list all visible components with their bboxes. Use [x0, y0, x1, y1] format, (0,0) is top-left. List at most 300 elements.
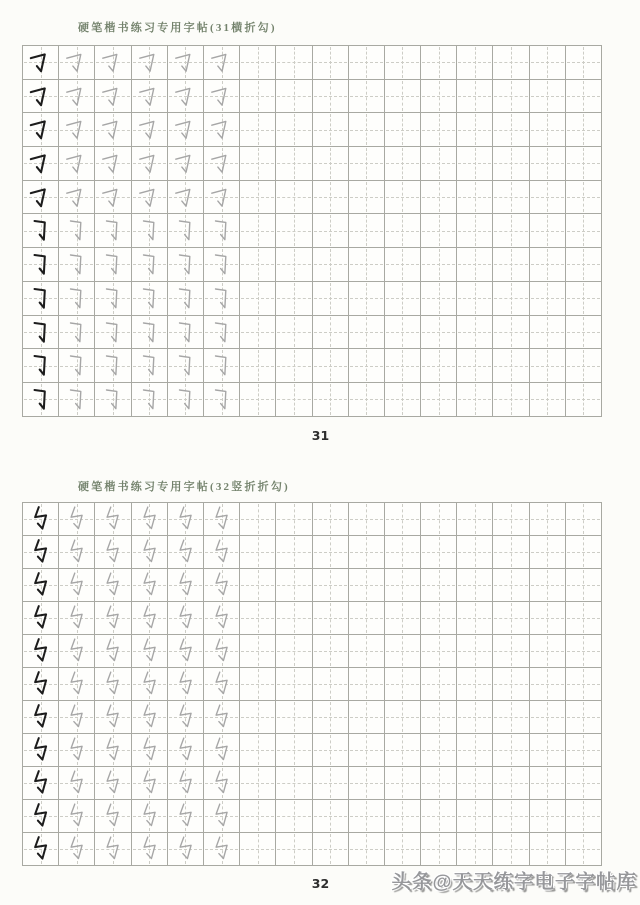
stroke-glyph-hzg-wide: [204, 46, 239, 79]
grid-cell: [168, 316, 204, 350]
grid-cell: [168, 181, 204, 215]
grid-cell: [313, 767, 349, 800]
stroke-glyph-szzg: [23, 668, 58, 700]
grid-cell: [566, 602, 602, 635]
stroke-glyph-hzg-narrow: [23, 282, 58, 315]
stroke-glyph-hzg-narrow: [204, 316, 239, 349]
grid-cell: [349, 316, 385, 350]
stroke-glyph-szzg: [204, 503, 239, 535]
grid-cell: [493, 668, 529, 701]
grid-cell: [566, 46, 602, 80]
grid-cell: [421, 214, 457, 248]
stroke-glyph-hzg-wide: [95, 113, 130, 146]
stroke-glyph-hzg-wide: [95, 80, 130, 113]
grid-cell: [95, 147, 131, 181]
grid-cell: [313, 833, 349, 866]
stroke-glyph-szzg: [204, 734, 239, 766]
grid-cell: [59, 248, 95, 282]
grid-cell: [23, 383, 59, 417]
grid-cell: [204, 248, 240, 282]
grid-cell: [385, 503, 421, 536]
grid-cell: [168, 46, 204, 80]
grid-cell: [23, 635, 59, 668]
grid-cell: [168, 503, 204, 536]
grid-cell: [168, 214, 204, 248]
grid-cell: [566, 503, 602, 536]
stroke-glyph-szzg: [168, 602, 203, 634]
stroke-glyph-hzg-wide: [168, 46, 203, 79]
grid-cell: [240, 147, 276, 181]
grid-cell: [349, 833, 385, 866]
stroke-glyph-hzg-narrow: [59, 282, 94, 315]
stroke-glyph-hzg-wide: [204, 181, 239, 214]
grid-cell: [276, 383, 312, 417]
grid-cell: [530, 767, 566, 800]
stroke-glyph-szzg: [132, 734, 167, 766]
stroke-glyph-szzg: [23, 767, 58, 799]
grid-cell: [276, 181, 312, 215]
grid-cell: [421, 282, 457, 316]
stroke-glyph-szzg: [23, 635, 58, 667]
grid-cell: [421, 536, 457, 569]
grid-cell: [566, 701, 602, 734]
grid-cell: [457, 214, 493, 248]
grid-cell: [23, 536, 59, 569]
grid-cell: [493, 536, 529, 569]
stroke-glyph-szzg: [23, 503, 58, 535]
stroke-glyph-szzg: [23, 569, 58, 601]
grid-cell: [95, 113, 131, 147]
grid-cell: [457, 503, 493, 536]
grid-cell: [132, 248, 168, 282]
grid-cell: [493, 248, 529, 282]
stroke-glyph-szzg: [23, 833, 58, 865]
grid-cell: [168, 113, 204, 147]
grid-cell: [530, 181, 566, 215]
grid-cell: [421, 800, 457, 833]
grid-cell: [204, 316, 240, 350]
grid-cell: [349, 767, 385, 800]
stroke-glyph-szzg: [95, 635, 130, 667]
grid-cell: [23, 349, 59, 383]
grid-cell: [530, 113, 566, 147]
grid-cell: [23, 316, 59, 350]
grid-cell: [132, 46, 168, 80]
grid-cell: [240, 800, 276, 833]
stroke-glyph-hzg-wide: [59, 46, 94, 79]
stroke-glyph-hzg-narrow: [132, 248, 167, 281]
grid-cell: [276, 80, 312, 114]
grid-cell: [240, 503, 276, 536]
grid-cell: [349, 46, 385, 80]
grid-cell: [204, 734, 240, 767]
grid-cell: [421, 635, 457, 668]
grid-cell: [59, 503, 95, 536]
grid-cell: [493, 349, 529, 383]
grid-cell: [566, 800, 602, 833]
grid-cell: [204, 833, 240, 866]
grid-cell: [566, 833, 602, 866]
grid-cell: [240, 80, 276, 114]
grid-cell: [276, 767, 312, 800]
grid-cell: [168, 248, 204, 282]
grid-cell: [240, 46, 276, 80]
grid-cell: [95, 734, 131, 767]
stroke-glyph-hzg-narrow: [168, 214, 203, 247]
grid-cell: [385, 316, 421, 350]
grid-cell: [385, 113, 421, 147]
page-number: 31: [311, 428, 330, 443]
grid-cell: [457, 734, 493, 767]
grid-cell: [493, 503, 529, 536]
stroke-glyph-hzg-narrow: [23, 349, 58, 382]
grid-cell: [95, 214, 131, 248]
grid-cell: [457, 800, 493, 833]
grid-cell: [23, 569, 59, 602]
grid-cell: [204, 80, 240, 114]
grid-cell: [204, 767, 240, 800]
stroke-glyph-hzg-wide: [95, 147, 130, 180]
grid-cell: [530, 316, 566, 350]
grid-cell: [566, 383, 602, 417]
grid-cell: [493, 734, 529, 767]
stroke-glyph-szzg: [95, 734, 130, 766]
grid-cell: [421, 668, 457, 701]
grid-cell: [566, 248, 602, 282]
stroke-glyph-hzg-narrow: [132, 282, 167, 315]
grid-cell: [132, 503, 168, 536]
grid-cell: [530, 800, 566, 833]
stroke-glyph-szzg: [168, 701, 203, 733]
grid-cell: [276, 282, 312, 316]
grid-cell: [132, 383, 168, 417]
grid-cell: [493, 767, 529, 800]
grid-cell: [349, 383, 385, 417]
stroke-glyph-szzg: [59, 800, 94, 832]
grid-cell: [95, 46, 131, 80]
grid-cell: [313, 147, 349, 181]
stroke-glyph-hzg-wide: [168, 181, 203, 214]
stroke-glyph-hzg-wide: [23, 113, 58, 146]
grid-cell: [23, 113, 59, 147]
grid-cell: [204, 383, 240, 417]
grid-cell: [457, 833, 493, 866]
stroke-glyph-szzg: [132, 569, 167, 601]
grid-cell: [349, 181, 385, 215]
grid-cell: [313, 635, 349, 668]
grid-cell: [240, 569, 276, 602]
stroke-glyph-hzg-wide: [132, 147, 167, 180]
grid-cell: [421, 113, 457, 147]
grid-cell: [349, 503, 385, 536]
stroke-glyph-szzg: [204, 635, 239, 667]
grid-cell: [349, 349, 385, 383]
grid-cell: [385, 602, 421, 635]
grid-cell: [59, 147, 95, 181]
stroke-glyph-szzg: [23, 536, 58, 568]
stroke-glyph-hzg-wide: [23, 181, 58, 214]
grid-cell: [457, 113, 493, 147]
stroke-glyph-hzg-wide: [59, 80, 94, 113]
grid-cell: [59, 46, 95, 80]
stroke-glyph-hzg-wide: [23, 80, 58, 113]
grid-cell: [349, 147, 385, 181]
grid-cell: [168, 833, 204, 866]
grid-cell: [530, 214, 566, 248]
grid-cell: [313, 536, 349, 569]
grid-cell: [313, 80, 349, 114]
grid-cell: [457, 602, 493, 635]
grid-cell: [385, 214, 421, 248]
stroke-glyph-hzg-wide: [204, 80, 239, 113]
grid-cell: [385, 833, 421, 866]
grid-cell: [95, 80, 131, 114]
stroke-glyph-hzg-narrow: [23, 383, 58, 416]
stroke-glyph-szzg: [95, 800, 130, 832]
grid-cell: [240, 214, 276, 248]
stroke-glyph-hzg-wide: [59, 181, 94, 214]
grid-cell: [530, 383, 566, 417]
grid-cell: [204, 147, 240, 181]
grid-cell: [59, 734, 95, 767]
grid-cell: [23, 833, 59, 866]
grid-cell: [240, 701, 276, 734]
grid-cell: [313, 569, 349, 602]
grid-cell: [457, 701, 493, 734]
stroke-glyph-szzg: [95, 602, 130, 634]
stroke-glyph-hzg-narrow: [168, 316, 203, 349]
stroke-glyph-szzg: [59, 833, 94, 865]
stroke-glyph-hzg-narrow: [59, 316, 94, 349]
stroke-glyph-szzg: [59, 767, 94, 799]
stroke-glyph-hzg-narrow: [59, 214, 94, 247]
grid-cell: [385, 147, 421, 181]
grid-cell: [168, 635, 204, 668]
grid-cell: [385, 80, 421, 114]
stroke-glyph-szzg: [59, 635, 94, 667]
grid-cell: [276, 349, 312, 383]
grid-cell: [385, 349, 421, 383]
grid-cell: [204, 46, 240, 80]
grid-cell: [59, 536, 95, 569]
stroke-glyph-hzg-narrow: [168, 282, 203, 315]
grid-cell: [132, 833, 168, 866]
stroke-glyph-szzg: [204, 800, 239, 832]
grid-cell: [385, 668, 421, 701]
grid-cell: [493, 316, 529, 350]
stroke-glyph-szzg: [59, 701, 94, 733]
grid-cell: [59, 80, 95, 114]
grid-cell: [95, 248, 131, 282]
grid-cell: [276, 635, 312, 668]
grid-cell: [95, 767, 131, 800]
stroke-glyph-hzg-wide: [204, 113, 239, 146]
stroke-glyph-hzg-narrow: [132, 349, 167, 382]
grid-cell: [204, 503, 240, 536]
grid-cell: [313, 181, 349, 215]
grid-cell: [59, 349, 95, 383]
practice-grid: [22, 502, 602, 866]
grid-cell: [457, 316, 493, 350]
grid-cell: [59, 282, 95, 316]
stroke-glyph-szzg: [132, 833, 167, 865]
grid-cell: [530, 80, 566, 114]
stroke-glyph-szzg: [59, 734, 94, 766]
grid-cell: [132, 113, 168, 147]
stroke-glyph-hzg-wide: [23, 147, 58, 180]
grid-cell: [59, 181, 95, 215]
grid-cell: [566, 147, 602, 181]
grid-cell: [313, 214, 349, 248]
grid-cell: [95, 349, 131, 383]
grid-cell: [204, 635, 240, 668]
grid-cell: [168, 147, 204, 181]
page-number: 32: [311, 876, 330, 891]
stroke-glyph-szzg: [23, 734, 58, 766]
grid-cell: [132, 668, 168, 701]
page-title: 硬笔楷书练习专用字帖(31横折勾): [78, 22, 277, 34]
grid-cell: [457, 383, 493, 417]
grid-cell: [421, 767, 457, 800]
grid-cell: [95, 316, 131, 350]
stroke-glyph-szzg: [168, 767, 203, 799]
stroke-glyph-hzg-narrow: [23, 316, 58, 349]
grid-cell: [276, 602, 312, 635]
stroke-glyph-hzg-narrow: [95, 214, 130, 247]
stroke-glyph-hzg-narrow: [95, 349, 130, 382]
grid-cell: [59, 602, 95, 635]
grid-cell: [421, 833, 457, 866]
grid-cell: [59, 833, 95, 866]
grid-cell: [566, 282, 602, 316]
grid-cell: [276, 316, 312, 350]
stroke-glyph-hzg-narrow: [95, 248, 130, 281]
grid-cell: [313, 668, 349, 701]
grid-cell: [349, 569, 385, 602]
stroke-glyph-hzg-narrow: [95, 282, 130, 315]
grid-cell: [132, 536, 168, 569]
grid-cell: [313, 602, 349, 635]
grid-cell: [132, 80, 168, 114]
stroke-glyph-szzg: [132, 701, 167, 733]
grid-cell: [204, 113, 240, 147]
grid-cell: [566, 536, 602, 569]
stroke-glyph-szzg: [204, 536, 239, 568]
grid-cell: [276, 536, 312, 569]
grid-cell: [313, 383, 349, 417]
grid-cell: [313, 282, 349, 316]
stroke-glyph-szzg: [168, 668, 203, 700]
grid-cell: [95, 701, 131, 734]
grid-cell: [240, 635, 276, 668]
grid-cell: [421, 80, 457, 114]
grid-cell: [385, 701, 421, 734]
grid-cell: [204, 282, 240, 316]
grid-cell: [276, 248, 312, 282]
grid-cell: [349, 602, 385, 635]
stroke-glyph-hzg-wide: [168, 147, 203, 180]
grid-cell: [530, 503, 566, 536]
grid-cell: [530, 282, 566, 316]
grid-cell: [457, 536, 493, 569]
stroke-glyph-hzg-wide: [23, 46, 58, 79]
grid-cell: [385, 383, 421, 417]
grid-cell: [23, 734, 59, 767]
grid-cell: [240, 668, 276, 701]
grid-cell: [95, 503, 131, 536]
grid-cell: [313, 46, 349, 80]
stroke-glyph-szzg: [132, 503, 167, 535]
grid-cell: [421, 349, 457, 383]
stroke-glyph-hzg-narrow: [168, 349, 203, 382]
stroke-glyph-szzg: [23, 602, 58, 634]
stroke-glyph-hzg-wide: [168, 80, 203, 113]
grid-cell: [23, 701, 59, 734]
grid-cell: [566, 113, 602, 147]
grid-cell: [240, 282, 276, 316]
grid-cell: [23, 80, 59, 114]
grid-cell: [421, 46, 457, 80]
grid-cell: [204, 349, 240, 383]
grid-cell: [23, 767, 59, 800]
grid-cell: [240, 316, 276, 350]
grid-cell: [530, 833, 566, 866]
grid-cell: [95, 602, 131, 635]
grid-cell: [204, 536, 240, 569]
grid-cell: [566, 668, 602, 701]
grid-cell: [276, 833, 312, 866]
grid-cell: [132, 316, 168, 350]
grid-cell: [493, 113, 529, 147]
grid-cell: [566, 80, 602, 114]
grid-cell: [421, 503, 457, 536]
grid-cell: [59, 668, 95, 701]
grid-cell: [132, 767, 168, 800]
stroke-glyph-hzg-narrow: [95, 383, 130, 416]
grid-cell: [204, 701, 240, 734]
grid-cell: [349, 800, 385, 833]
grid-cell: [566, 349, 602, 383]
grid-cell: [349, 214, 385, 248]
stroke-glyph-hzg-wide: [59, 113, 94, 146]
stroke-glyph-szzg: [204, 602, 239, 634]
grid-cell: [276, 569, 312, 602]
grid-cell: [457, 181, 493, 215]
grid-cell: [276, 46, 312, 80]
stroke-glyph-szzg: [168, 833, 203, 865]
stroke-glyph-szzg: [132, 602, 167, 634]
grid-cell: [132, 181, 168, 215]
grid-cell: [385, 569, 421, 602]
grid-cell: [132, 214, 168, 248]
grid-cell: [349, 734, 385, 767]
grid-cell: [276, 147, 312, 181]
stroke-glyph-hzg-wide: [132, 181, 167, 214]
grid-cell: [132, 349, 168, 383]
grid-cell: [566, 569, 602, 602]
grid-cell: [493, 383, 529, 417]
grid-cell: [313, 316, 349, 350]
stroke-glyph-hzg-narrow: [132, 214, 167, 247]
stroke-glyph-szzg: [168, 800, 203, 832]
grid-cell: [132, 602, 168, 635]
grid-cell: [493, 282, 529, 316]
grid-cell: [23, 602, 59, 635]
grid-cell: [23, 503, 59, 536]
grid-cell: [132, 635, 168, 668]
grid-cell: [566, 316, 602, 350]
grid-cell: [349, 668, 385, 701]
